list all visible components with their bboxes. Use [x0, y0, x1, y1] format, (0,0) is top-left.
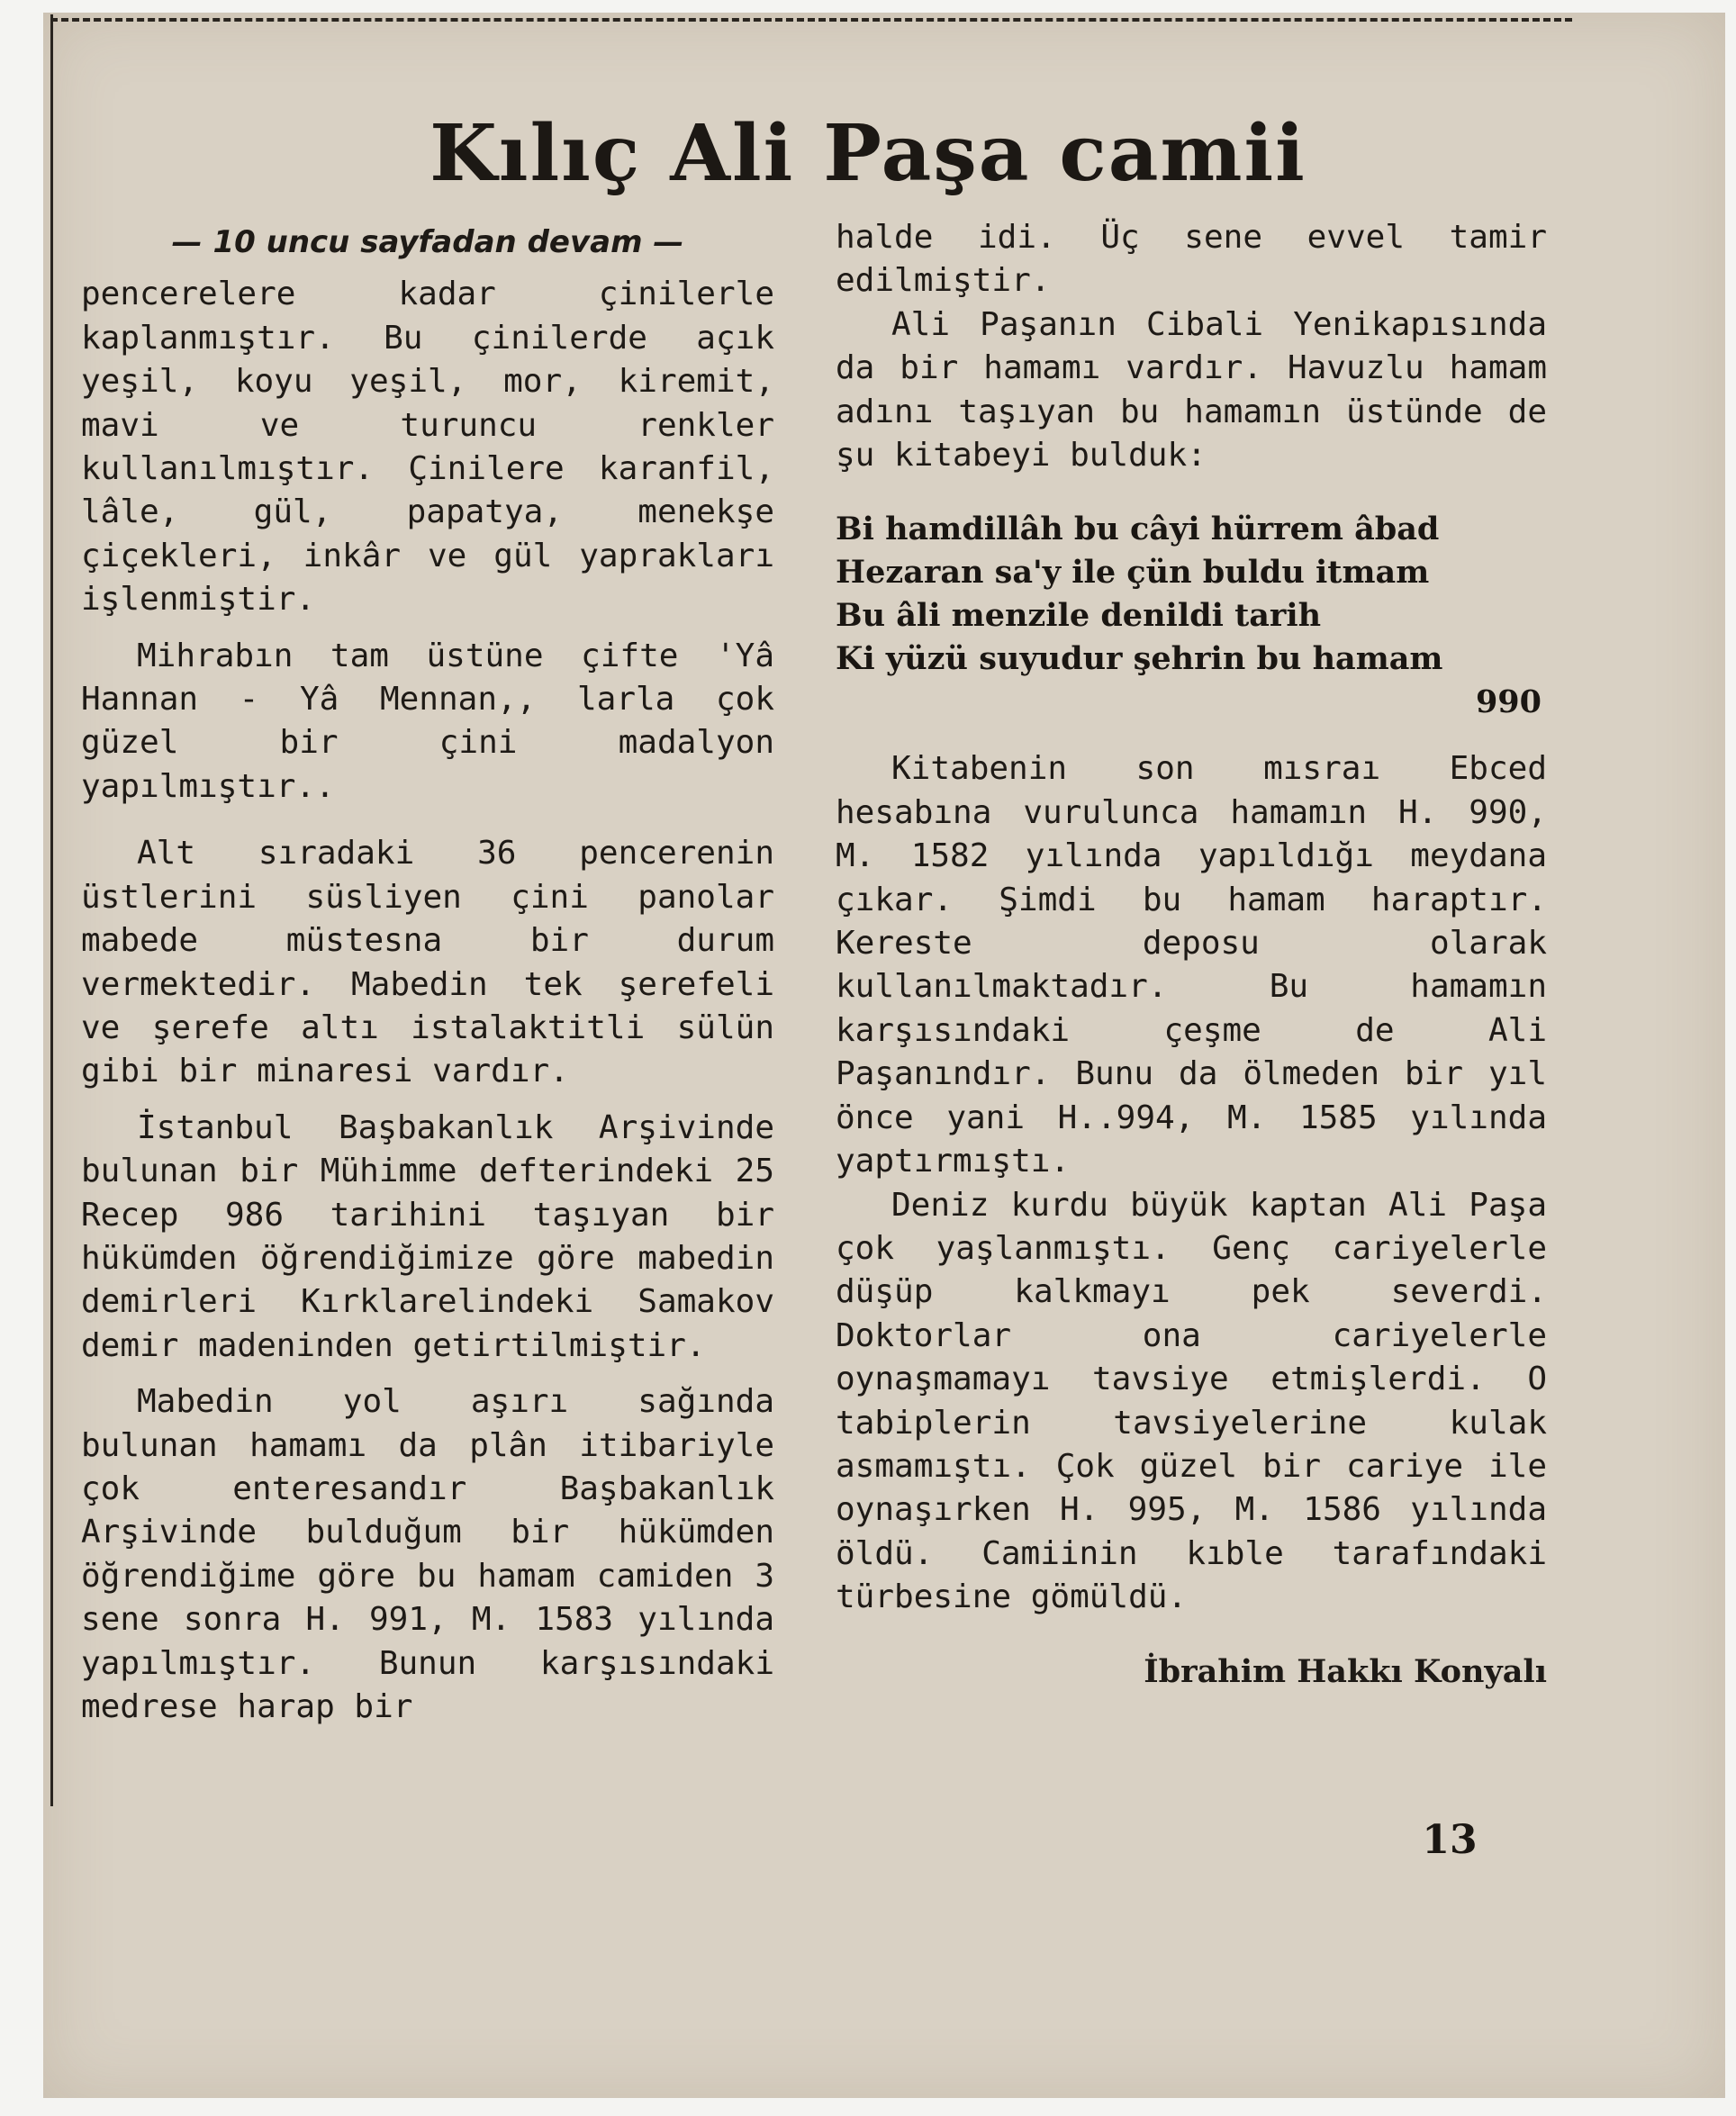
left-column — [81, 221, 774, 1729]
paragraph: Alt sıradaki 36 pencerenin üstlerini süsliyen çini panolar mabede müstesna bir durum vermektedir. Mabedin tek şerefeli ve şerefe altı istalaktitli sülün gibi bir minaresi vardır. — [81, 835, 774, 1090]
paragraph: pencerelere kadar çinilerle kaplanmıştır. Bu çinilerde açık yeşil, koyu yeşil, mor, kiremit, mavi ve turuncu renkler kullanılmıştır. Çinilere karanfil, lâle, gül, papatya, menekşe çiçekleri, inkâr ve gül yaprakları işlenmiştir. — [81, 276, 774, 619]
paragraph: Deniz kurdu büyük kaptan Ali Paşa çok yaşlanmıştı. Genç cariyelerle düşüp kalkmayı pek severdi. Doktorlar ona cariyelerle oynaşmamayı tavsiye etmişlerdi. O tabiplerin tavsiyelerine kulak asmamıştı. Çok güzel bir cariye ile oynaşırken H. 995, M. 1586 yılında öldü. Camiinin kıble tarafındaki türbesine gömüldü. — [836, 1186, 1547, 1616]
top-dashed-rule — [50, 18, 1572, 22]
right-column — [836, 216, 1547, 1694]
paragraph: Ali Paşanın Cibali Yenikapısında da bir hamamı vardır. Havuzlu hamam adını taşıyan bu hamamın üstünde de şu kitabeyi bulduk: — [836, 305, 1547, 475]
author-byline: İbrahim Hakkı Konyalı — [1144, 1652, 1547, 1690]
article-headline: Kılıç Ali Paşa camii — [429, 108, 1307, 199]
paragraph: Mihrabın tam üstüne çifte 'Yâ Hannan - Yâ Mennan,, larla çok güzel bir çini madalyon yapılmıştır.. — [81, 637, 774, 805]
paragraph: Mabedin yol aşırı sağında bulunan hamamı da plân itibariyle çok enteresandır Başbakanlık Arşivinde bulduğum bir hükümden öğrendiğime göre bu hamam camiden 3 sene sonra H. 991, M. 1583 yılında yapılmıştır. Bunun karşısındaki medrese harap bir — [81, 1383, 774, 1725]
verse-line: Bu âli menzile denildi tarih — [836, 597, 1322, 635]
paragraph: halde idi. Üç sene evvel tamir edilmiştir. — [836, 219, 1547, 300]
paragraph: Kitabenin son mısraı Ebced hesabına vurulunca hamamın H. 990, M. 1582 yılında yapıldığı meydana çıkar. Şimdi bu hamam haraptır. Kereste deposu olarak kullanılmaktadır. Bu hamamın karşısındaki çeşme de Ali Paşanındır. Bunu da ölmeden bir yıl önce yani H..994, M. 1585 yılında yaptırmıştı. — [836, 750, 1547, 1180]
page-number: 13 — [1422, 1817, 1478, 1863]
continued-from-note: — 10 uncu sayfadan devam — — [171, 224, 684, 260]
verse-year: 990 — [1475, 683, 1542, 721]
inscription-verse — [836, 508, 1547, 724]
verse-line: Bi hamdillâh bu câyi hürrem âbad — [836, 511, 1440, 548]
verse-line: Hezaran sa'y ile çün buldu itmam — [836, 554, 1430, 592]
paragraph: İstanbul Başbakanlık Arşivinde bulunan bir Mühimme defterindeki 25 Recep 986 tarihini taşıyan bir hükümden öğrendiğimize göre mabedin demirleri Kırklarelindeki Samakov demir madeninden getirtilmiştir. — [81, 1108, 774, 1364]
left-border-rule — [50, 14, 53, 1806]
verse-line: Ki yüzü suyudur şehrin bu hamam — [836, 640, 1443, 678]
